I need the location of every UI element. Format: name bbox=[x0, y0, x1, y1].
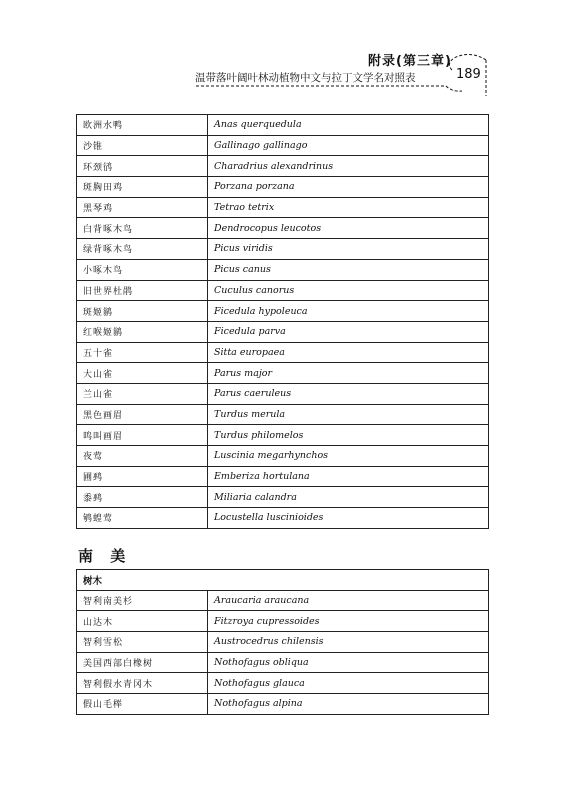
chinese-name: 兰山雀 bbox=[77, 383, 208, 404]
latin-name: Dendrocopus leucotos bbox=[208, 218, 489, 239]
chinese-name: 斑胸田鸡 bbox=[77, 177, 208, 198]
latin-name: Ficedula hypoleuca bbox=[208, 301, 489, 322]
chinese-name: 小啄木鸟 bbox=[77, 259, 208, 280]
chinese-name: 五十雀 bbox=[77, 342, 208, 363]
chinese-name: 白背啄木鸟 bbox=[77, 218, 208, 239]
latin-name: Araucaria araucana bbox=[208, 590, 489, 611]
latin-name: Turdus merula bbox=[208, 404, 489, 425]
table-row bbox=[77, 259, 489, 280]
species-table-birds bbox=[76, 114, 489, 529]
latin-name: Locustella luscinioides bbox=[208, 508, 489, 529]
table-row bbox=[77, 508, 489, 529]
table-row bbox=[77, 135, 489, 156]
page-number: 189 bbox=[456, 67, 481, 82]
table-row bbox=[77, 694, 489, 715]
latin-name: Anas querquedula bbox=[208, 115, 489, 136]
chinese-name: 红喉姬鹟 bbox=[77, 321, 208, 342]
table-row bbox=[77, 632, 489, 653]
chinese-name: 环颈鸻 bbox=[77, 156, 208, 177]
chapter-title: 附录(第三章) bbox=[368, 54, 452, 69]
chinese-name: 山达木 bbox=[77, 611, 208, 632]
table-row bbox=[77, 383, 489, 404]
chinese-name: 假山毛榉 bbox=[77, 694, 208, 715]
chinese-name: 鸲蝗莺 bbox=[77, 508, 208, 529]
header-decoration bbox=[0, 0, 570, 100]
table-row bbox=[77, 404, 489, 425]
latin-name: Picus viridis bbox=[208, 239, 489, 260]
section-title: 南 美 bbox=[78, 547, 132, 565]
latin-name: Nothofagus obliqua bbox=[208, 652, 489, 673]
latin-name: Nothofagus glauca bbox=[208, 673, 489, 694]
table-row bbox=[77, 611, 489, 632]
chinese-name: 斑姬鹟 bbox=[77, 301, 208, 322]
latin-name: Turdus philomelos bbox=[208, 425, 489, 446]
table-row bbox=[77, 466, 489, 487]
table-row bbox=[77, 218, 489, 239]
table-row bbox=[77, 425, 489, 446]
chinese-name: 鸣叫画眉 bbox=[77, 425, 208, 446]
table-row bbox=[77, 342, 489, 363]
chinese-name: 黑色画眉 bbox=[77, 404, 208, 425]
table-row bbox=[77, 156, 489, 177]
chinese-name: 大山雀 bbox=[77, 363, 208, 384]
category-row bbox=[77, 570, 489, 591]
table-row bbox=[77, 301, 489, 322]
table-row bbox=[77, 239, 489, 260]
table-row bbox=[77, 652, 489, 673]
latin-name: Porzana porzana bbox=[208, 177, 489, 198]
latin-name: Parus major bbox=[208, 363, 489, 384]
latin-name: Emberiza hortulana bbox=[208, 466, 489, 487]
latin-name: Luscinia megarhynchos bbox=[208, 446, 489, 467]
chinese-name: 美国西部白橡树 bbox=[77, 652, 208, 673]
running-title: 温带落叶阔叶林动植物中文与拉丁文学名对照表 bbox=[195, 72, 416, 84]
chinese-name: 黍鹀 bbox=[77, 487, 208, 508]
chinese-name: 智利南美杉 bbox=[77, 590, 208, 611]
table-row bbox=[77, 177, 489, 198]
chinese-name: 圃鹀 bbox=[77, 466, 208, 487]
table-row bbox=[77, 363, 489, 384]
species-table-south-america bbox=[76, 569, 489, 715]
latin-name: Fitzroya cupressoides bbox=[208, 611, 489, 632]
chinese-name: 智利雪松 bbox=[77, 632, 208, 653]
category-label: 树木 bbox=[77, 570, 489, 591]
latin-name: Cuculus canorus bbox=[208, 280, 489, 301]
latin-name: Picus canus bbox=[208, 259, 489, 280]
table-row bbox=[77, 280, 489, 301]
latin-name: Tetrao tetrix bbox=[208, 197, 489, 218]
latin-name: Miliaria calandra bbox=[208, 487, 489, 508]
chinese-name: 智利假水青冈木 bbox=[77, 673, 208, 694]
latin-name: Austrocedrus chilensis bbox=[208, 632, 489, 653]
table-row bbox=[77, 590, 489, 611]
latin-name: Ficedula parva bbox=[208, 321, 489, 342]
table-row bbox=[77, 673, 489, 694]
chinese-name: 欧洲水鸭 bbox=[77, 115, 208, 136]
latin-name: Charadrius alexandrinus bbox=[208, 156, 489, 177]
table-row bbox=[77, 197, 489, 218]
table-row bbox=[77, 321, 489, 342]
latin-name: Parus caeruleus bbox=[208, 383, 489, 404]
table-row bbox=[77, 446, 489, 467]
chinese-name: 夜莺 bbox=[77, 446, 208, 467]
page-header bbox=[0, 0, 570, 100]
chinese-name: 绿背啄木鸟 bbox=[77, 239, 208, 260]
latin-name: Gallinago gallinago bbox=[208, 135, 489, 156]
chinese-name: 旧世界杜鹃 bbox=[77, 280, 208, 301]
chinese-name: 黑琴鸡 bbox=[77, 197, 208, 218]
table-row bbox=[77, 115, 489, 136]
chinese-name: 沙锥 bbox=[77, 135, 208, 156]
latin-name: Nothofagus alpina bbox=[208, 694, 489, 715]
table-row bbox=[77, 487, 489, 508]
latin-name: Sitta europaea bbox=[208, 342, 489, 363]
